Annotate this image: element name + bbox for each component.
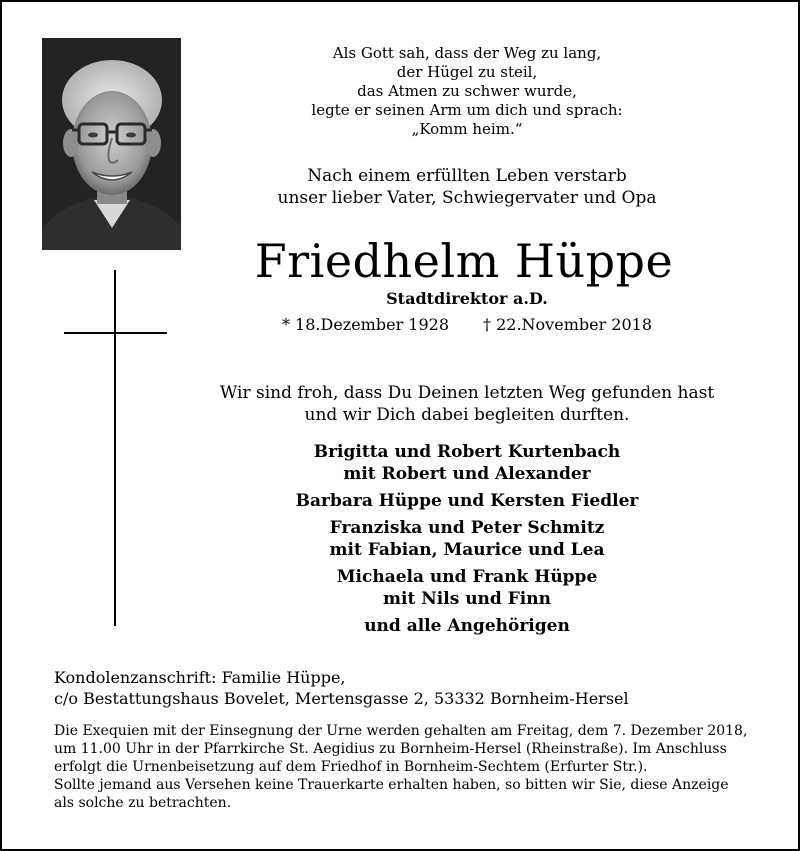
condolence-line: c/o Bestattungshaus Bovelet, Mertensgasse 2, 53332 Bornheim-Hersel xyxy=(54,689,629,708)
portrait-photo xyxy=(42,38,181,250)
mourner-line: mit Nils und Finn xyxy=(383,589,551,609)
intro-text xyxy=(232,165,702,209)
mourner-line: Franziska und Peter Schmitz xyxy=(329,518,605,538)
notice-line: um 11.00 Uhr in der Pfarrkirche St. Aegidius zu Bornheim-Hersel (Rheinstraße). Im Anschluss xyxy=(54,741,727,757)
portrait-image xyxy=(42,38,181,250)
notice-line: als solche zu betrachten. xyxy=(54,795,232,811)
mourner-group xyxy=(232,490,702,512)
mourner-line: und alle Angehörigen xyxy=(364,616,570,636)
verse-line: das Atmen zu schwer wurde, xyxy=(357,82,577,100)
verse xyxy=(232,44,702,139)
condolence-line: Kondolenzanschrift: Familie Hüppe, xyxy=(54,668,346,687)
verse-line: der Hügel zu steil, xyxy=(396,63,538,81)
life-dates xyxy=(232,314,702,336)
quote xyxy=(202,382,732,426)
notice-line: Die Exequien mit der Einsegnung der Urne werden gehalten am Freitag, dem 7. Dezember 2018, xyxy=(54,723,748,739)
mourner-line: Barbara Hüppe und Kersten Fiedler xyxy=(295,491,639,511)
deceased-title: Stadtdirektor a.D. xyxy=(386,289,548,308)
cross-icon-vertical xyxy=(114,270,116,626)
mourner-group xyxy=(232,566,702,610)
verse-line: Als Gott sah, dass der Weg zu lang, xyxy=(332,44,602,62)
mourner-line: mit Robert und Alexander xyxy=(343,464,591,484)
notice-line: Sollte jemand aus Versehen keine Trauerkarte erhalten haben, so bitten wir Sie, diese Anzeige xyxy=(54,777,729,793)
intro-line: Nach einem erfüllten Leben verstarb xyxy=(307,166,627,186)
notice-line: erfolgt die Urnenbeisetzung auf dem Friedhof in Bornheim-Sechtem (Erfurter Str.). xyxy=(54,759,648,775)
cross-icon-horizontal xyxy=(64,332,167,334)
quote-line: und wir Dich dabei begleiten durften. xyxy=(304,405,630,425)
verse-line: „Komm heim.“ xyxy=(411,120,523,138)
mourner-line: mit Fabian, Maurice und Lea xyxy=(329,540,605,560)
death-date: † 22.November 2018 xyxy=(483,315,653,334)
deceased-name: Friedhelm Hüppe xyxy=(254,234,674,288)
verse-line: legte er seinen Arm um dich und sprach: xyxy=(311,101,623,119)
intro-line: unser lieber Vater, Schwiegervater und Opa xyxy=(277,188,657,208)
funeral-notice xyxy=(54,722,784,812)
mourner-group xyxy=(232,517,702,561)
quote-line: Wir sind froh, dass Du Deinen letzten Weg gefunden hast xyxy=(219,383,715,403)
mourner-group xyxy=(232,615,702,637)
mourner-group xyxy=(232,441,702,485)
mourner-line: Michaela und Frank Hüppe xyxy=(336,567,598,587)
birth-date: * 18.Dezember 1928 xyxy=(281,315,450,334)
mourner-line: Brigitta und Robert Kurtenbach xyxy=(313,442,621,462)
mourners-list xyxy=(232,441,702,642)
condolence-address xyxy=(54,667,774,709)
